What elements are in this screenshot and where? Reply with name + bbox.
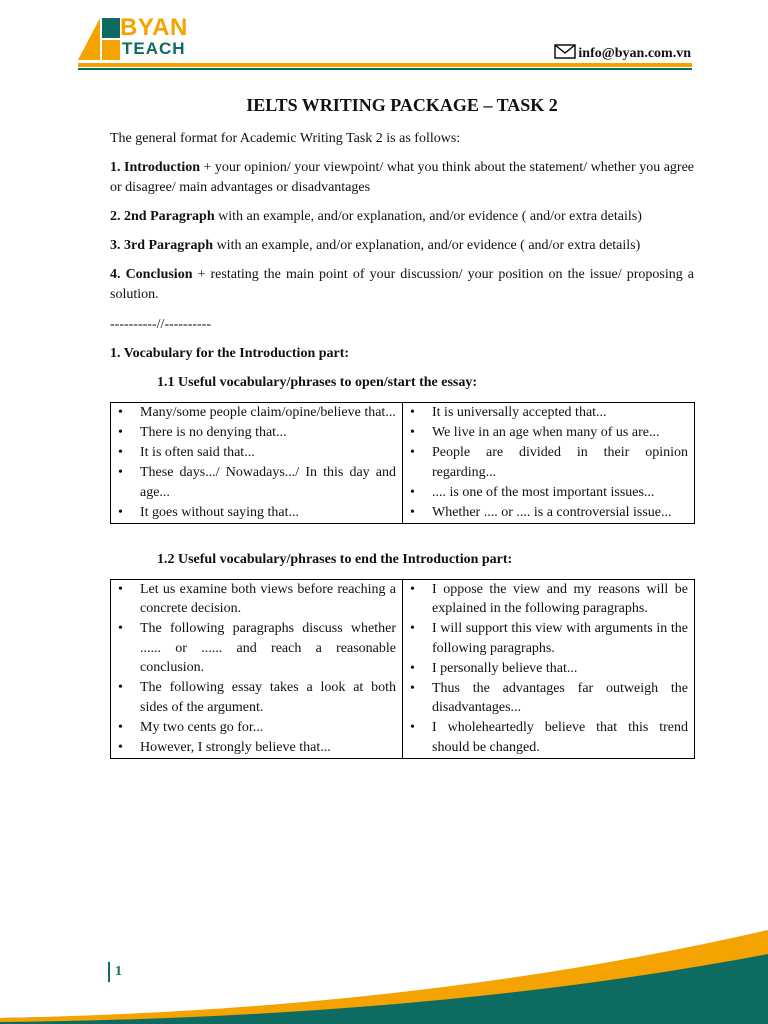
list-item: • I will support this view with arguments in the following paragraphs. [403, 619, 694, 658]
format-item-2nd-paragraph: 2. 2nd Paragraph with an example, and/or explanation, and/or evidence ( and/or extra details) [110, 209, 642, 224]
vocab-column-right [403, 579, 695, 758]
list-item: • I oppose the view and my reasons will be explained in the following paragraphs. [403, 580, 694, 619]
logo-text-byan: BYAN [120, 14, 188, 41]
list-item: • It is often said that... [111, 443, 402, 463]
list-item: • We live in an age when many of us are... [403, 423, 694, 443]
page-title: IELTS WRITING PACKAGE – TASK 2 [246, 95, 558, 115]
format-item-label: 3. 3rd Paragraph [110, 238, 214, 253]
envelope-icon [554, 44, 576, 59]
format-item-introduction: 1. Introduction + your opinion/ your viewpoint/ what you think about the statement/ whether you agree or disagree/ main advantages or disadvantages [110, 160, 695, 195]
vocab-table-end [110, 579, 695, 759]
list-item: • My two cents go for... [111, 718, 402, 738]
list-item: • However, I strongly believe that... [111, 738, 402, 758]
document-body [110, 94, 694, 759]
list-item: • Whether .... or .... is a controversial issue... [403, 503, 694, 523]
list-item: • It goes without saying that... [111, 503, 402, 523]
page-number: 1 [108, 962, 122, 982]
vocab-column-left [111, 579, 403, 758]
byan-teach-logo [78, 16, 208, 60]
list-item: • People are divided in their opinion regarding... [403, 443, 694, 482]
header-email [554, 44, 691, 62]
subheading-open-essay: 1.1 Useful vocabulary/phrases to open/start the essay: [157, 375, 478, 390]
format-item-label: 4. Conclusion [110, 267, 193, 282]
list-item: • There is no denying that... [111, 423, 402, 443]
intro-text: The general format for Academic Writing Task 2 is as follows: [110, 131, 461, 146]
list-item: • Let us examine both views before reaching a concrete decision. [111, 580, 402, 619]
vocab-column-left [111, 403, 403, 524]
vocab-column-right [403, 403, 695, 524]
list-item: • It is universally accepted that... [403, 403, 694, 423]
section-heading-introduction: 1. Vocabulary for the Introduction part: [110, 346, 350, 361]
header-rule-green [78, 68, 692, 70]
list-item: • Thus the advantages far outweigh the disadvantages... [403, 679, 694, 718]
format-item-3rd-paragraph: 3. 3rd Paragraph with an example, and/or explanation, and/or evidence ( and/or extra details) [110, 238, 641, 253]
list-item: • I wholeheartedly believe that this trend should be changed. [403, 718, 694, 757]
list-item: • The following essay takes a look at both sides of the argument. [111, 678, 402, 717]
list-item: • .... is one of the most important issues... [403, 483, 694, 503]
format-item-label: 1. Introduction [110, 160, 200, 175]
format-item-label: 2. 2nd Paragraph [110, 209, 215, 224]
email-text[interactable]: info@byan.com.vn [578, 46, 691, 61]
subheading-end-introduction: 1.2 Useful vocabulary/phrases to end the Introduction part: [157, 551, 513, 567]
logo-text-teach: TEACH [122, 39, 186, 58]
vocab-table-open [110, 402, 695, 524]
list-item: • I personally believe that... [403, 659, 694, 679]
header-rule-yellow [78, 63, 692, 67]
list-item: • These days.../ Nowadays.../ In this day and age... [111, 463, 402, 502]
logo-mark-icon [78, 16, 122, 60]
separator: ----------//---------- [110, 317, 212, 332]
format-item-conclusion: 4. Conclusion + restating the main point of your discussion/ your position on the issue/ proposing a solution. [110, 267, 694, 302]
list-item: • Many/some people claim/opine/believe that... [111, 403, 402, 423]
list-item: • The following paragraphs discuss whether ...... or ...... and reach a reasonable conclusion. [111, 619, 402, 678]
